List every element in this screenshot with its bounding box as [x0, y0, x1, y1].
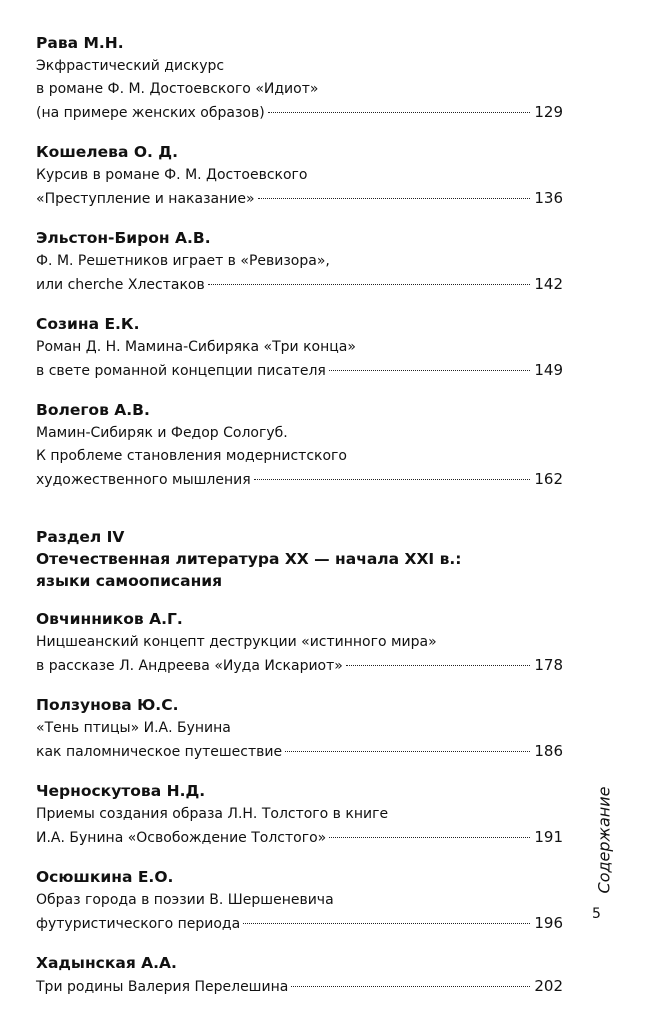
entry-title-line: футуристического периода — [36, 916, 241, 932]
entry-title-line: К проблеме становления модернистского — [36, 448, 347, 464]
running-head: Содержание — [594, 786, 614, 894]
page-number: 5 — [592, 906, 601, 922]
section-heading — [36, 526, 563, 592]
dot-leader — [258, 198, 531, 199]
dot-leader — [243, 923, 530, 924]
toc-entry — [36, 399, 563, 492]
toc-entry — [36, 32, 563, 125]
entry-last-line — [36, 826, 563, 850]
entry-author: Эльстон-Бирон А.В. — [36, 229, 211, 247]
entry-title-line: Три родины Валерия Перелешина — [36, 979, 289, 995]
entry-author: Волегов А.В. — [36, 401, 150, 419]
dot-leader — [208, 284, 531, 285]
entry-last-line — [36, 740, 563, 764]
entry-title-line: Ф. М. Решетников играет в «Ревизора», — [36, 253, 330, 269]
entry-author: Созина Е.К. — [36, 315, 140, 333]
entry-title-line: «Преступление и наказание» — [36, 191, 255, 207]
entry-last-line — [36, 912, 563, 936]
entry-title-line: Курсив в романе Ф. М. Достоевского — [36, 167, 308, 183]
dot-leader — [254, 479, 531, 480]
entry-last-line — [36, 187, 563, 211]
section-title-line: Отечественная литература XX — начала XXI в.: — [36, 550, 462, 568]
entry-title-line: в рассказе Л. Андреева «Иуда Искариот» — [36, 658, 343, 674]
page-ref: 191 — [534, 828, 563, 846]
section-label: Раздел IV — [36, 528, 125, 546]
dot-leader — [329, 837, 530, 838]
page-ref: 162 — [534, 470, 563, 488]
toc-entry — [36, 694, 563, 764]
toc-entry — [36, 952, 563, 999]
entry-last-line — [36, 975, 563, 999]
page-ref: 129 — [534, 103, 563, 121]
entry-author: Черноскутова Н.Д. — [36, 782, 206, 800]
entry-author: Кошелева О. Д. — [36, 143, 178, 161]
dot-leader — [329, 370, 531, 371]
entry-author: Овчинников А.Г. — [36, 610, 183, 628]
section-title-line: языки самоописания — [36, 572, 223, 590]
toc-entry — [36, 141, 563, 211]
entry-author: Ползунова Ю.С. — [36, 696, 179, 714]
entry-title-line: или cherche Хлестаков — [36, 277, 205, 293]
toc-entry — [36, 227, 563, 297]
toc-entry — [36, 780, 563, 850]
entry-title-line: Мамин-Сибиряк и Федор Сологуб. — [36, 425, 288, 441]
entry-last-line — [36, 273, 563, 297]
page-ref: 196 — [534, 914, 563, 932]
entry-title-line: И.А. Бунина «Освобождение Толстого» — [36, 830, 327, 846]
dot-leader — [291, 986, 530, 987]
entry-title-line: Ницшеанский концепт деструкции «истинного мира» — [36, 634, 437, 650]
entry-title-line: в романе Ф. М. Достоевского «Идиот» — [36, 81, 319, 97]
dot-leader — [285, 751, 530, 752]
page-ref: 149 — [534, 361, 563, 379]
entry-title-line: как паломническое путешествие — [36, 744, 283, 760]
toc-entry — [36, 608, 563, 678]
toc-entry — [36, 313, 563, 383]
dot-leader — [268, 112, 531, 113]
entry-title-line: в свете романной концепции писателя — [36, 363, 326, 379]
entry-title-line: Образ города в поэзии В. Шершеневича — [36, 892, 334, 908]
page-ref: 178 — [534, 656, 563, 674]
table-of-contents — [36, 32, 563, 1015]
entry-author: Рава М.Н. — [36, 34, 124, 52]
entry-title-line: художественного мышления — [36, 472, 251, 488]
page-ref: 142 — [534, 275, 563, 293]
toc-entry — [36, 866, 563, 936]
entry-last-line — [36, 101, 563, 125]
entry-last-line — [36, 654, 563, 678]
entry-last-line — [36, 359, 563, 383]
entry-author: Хадынская А.А. — [36, 954, 177, 972]
page-ref: 202 — [534, 977, 563, 995]
entry-title-line: Приемы создания образа Л.Н. Толстого в книге — [36, 806, 389, 822]
entry-title-line: «Тень птицы» И.А. Бунина — [36, 720, 231, 736]
entry-title-line: Роман Д. Н. Мамина-Сибиряка «Три конца» — [36, 339, 356, 355]
dot-leader — [346, 665, 531, 666]
page-ref: 186 — [534, 742, 563, 760]
entry-author: Осюшкина Е.О. — [36, 868, 174, 886]
entry-last-line — [36, 468, 563, 492]
entry-title-line: (на примере женских образов) — [36, 105, 265, 121]
entry-title-line: Экфрастический дискурс — [36, 58, 225, 74]
page-ref: 136 — [534, 189, 563, 207]
